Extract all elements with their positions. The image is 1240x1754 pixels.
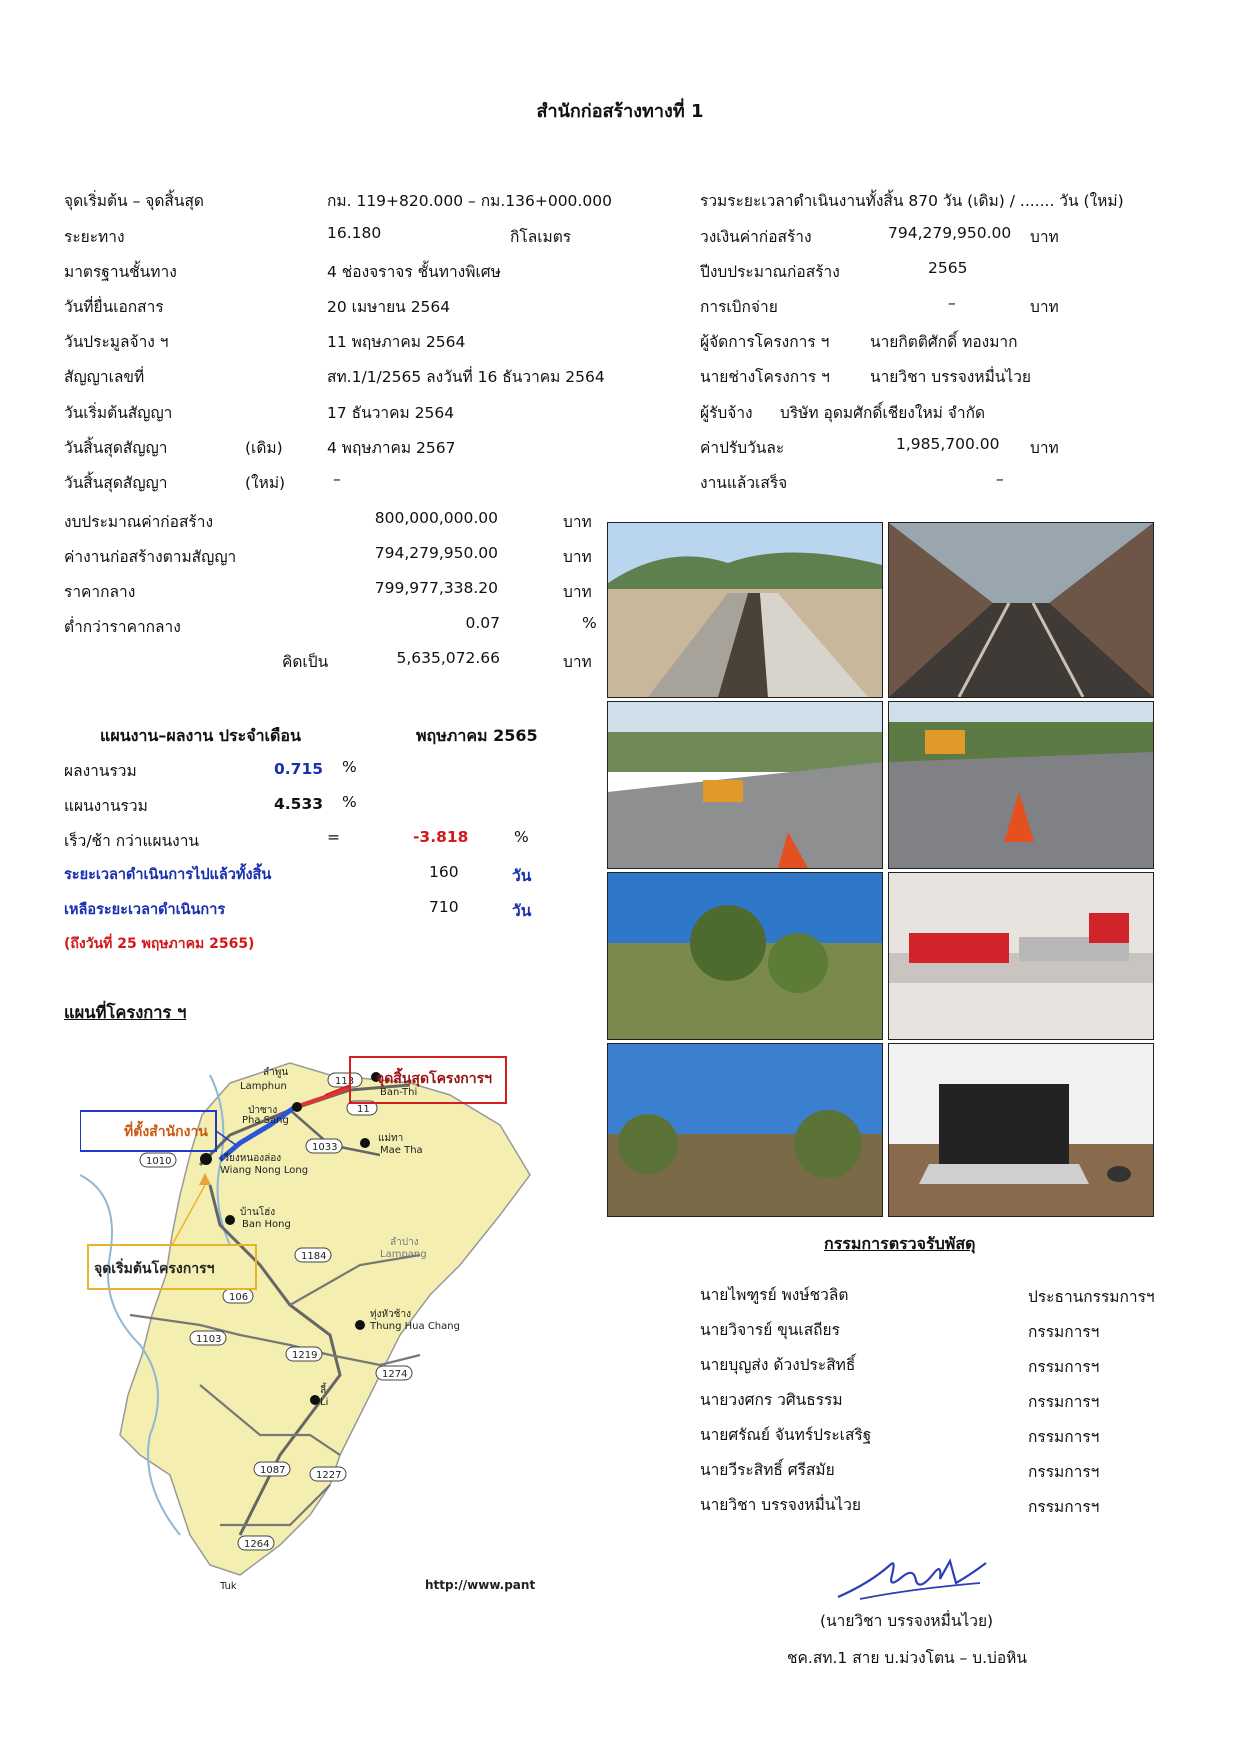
contractor-label: ผู้รับจ้าง [700,404,753,422]
distance-label: ระยะทาง [64,228,125,246]
committee-member-name: นายไพฑูรย์ พงษ์ชวลิต [700,1286,849,1304]
actual-value: 0.715 [274,760,324,778]
road-label-1227: 1227 [316,1470,342,1481]
committee-member-role: กรรมการฯ [1028,1498,1100,1516]
finance-contract-unit: บาท [563,548,592,566]
finance-equals-label: คิดเป็น [282,653,329,671]
road-label-1087: 1087 [260,1465,286,1476]
signature-scribble [830,1553,990,1605]
contract-no-label: สัญญาเลขที่ [64,368,145,386]
photo-vegetation-2 [607,1043,883,1217]
submit-date-value: 20 เมษายน 2564 [327,298,451,316]
finance-contract-label: ค่างานก่อสร้างตามสัญญา [64,548,237,566]
start-callout-label: จุดเริ่มต้นโครงการฯ [94,1261,215,1277]
contract-end-old-tag: (เดิม) [245,439,283,457]
distance-unit: กิโลเมตร [510,228,572,246]
signature-position: ชค.สท.1 สาย บ.ม่วงโตน – บ.บ่อหิน [787,1649,1027,1667]
diff-value: -3.818 [413,828,469,846]
start-end-label: จุดเริ่มต้น – จุดสิ้นสุด [64,192,204,210]
town-banthi-en: Ban-Thi [380,1087,418,1098]
actual-pct: % [342,758,357,776]
disburse-unit: บาท [1030,298,1059,316]
committee-member-role: กรรมการฯ [1028,1358,1100,1376]
completed-value: – [996,470,1004,488]
committee-member-name: นายวีระสิทธิ์ ศรีสมัย [700,1461,835,1479]
finance-median-unit: บาท [563,583,592,601]
signature-name: (นายวิชา บรรจงหมื่นไวย) [820,1612,994,1630]
town-dot [310,1395,320,1405]
town-tuk: Tuk [220,1581,237,1592]
progress-heading: แผนงาน–ผลงาน ประจำเดือน [100,726,301,745]
town-li-th: ลี้ [320,1385,327,1396]
road-label-11: 11 [357,1104,370,1115]
town-dot [292,1102,302,1112]
road-label-1274: 1274 [382,1369,408,1380]
diff-eq: = [327,828,340,846]
page-title: สำนักก่อสร้างทางที่ 1 [536,101,704,122]
finance-median-value: 799,977,338.20 [374,579,498,597]
disburse-value: – [948,294,956,312]
photo-vegetation-1 [607,872,883,1040]
diff-label: เร็ว/ช้า กว่าแผนงาน [64,832,200,850]
finance-contract-value: 794,279,950.00 [374,544,498,562]
elapsed-unit: วัน [512,867,532,885]
town-lampang-th: ลำปาง [390,1237,419,1248]
photo-survey-equipment [888,872,1154,1040]
committee-heading: กรรมการตรวจรับพัสดุ [824,1234,976,1253]
committee-member-name: นายวงศกร วศินธรรม [700,1391,843,1409]
finance-below-label: ต่ำกว่าราคากลาง [64,618,181,636]
finance-budget-label: งบประมาณค่าก่อสร้าง [64,513,214,531]
contract-end-new-tag: (ใหม่) [245,474,286,492]
town-dot [225,1215,235,1225]
budget-label: วงเงินค่าก่อสร้าง [700,228,812,246]
photo-road-cones-2 [888,701,1154,869]
fine-unit: บาท [1030,439,1059,457]
town-lamphun-en: Lamphun [240,1081,287,1092]
engineer-label: นายช่างโครงการ ฯ [700,368,830,386]
town-dot [200,1153,212,1165]
town-banhong-en: Ban Hong [242,1219,291,1230]
standard-value: 4 ช่องจราจร ชั้นทางพิเศษ [327,263,501,281]
fine-value: 1,985,700.00 [896,435,1000,453]
budget-value: 794,279,950.00 [888,224,1012,242]
bid-date-label: วันประมูลจ้าง ฯ [64,333,169,351]
plan-label: แผนงานรวม [64,797,148,815]
road-label-113: 113 [335,1076,355,1087]
town-wnl-th: เวียงหนองล่อง [220,1153,282,1164]
total-duration: รวมระยะเวลาดำเนินงานทั้งสิ้น 870 วัน (เดิม) / ....... วัน (ใหม่) [700,192,1124,210]
town-pasang-th: ป่าซาง [248,1105,278,1116]
town-thc-th: ทุ่งหัวช้าง [370,1309,411,1320]
committee-member-role: ประธานกรรมการฯ [1028,1288,1155,1306]
submit-date-label: วันที่ยื่นเอกสาร [64,298,164,316]
plan-pct: % [342,793,357,811]
committee-member-name: นายบุญส่ง ด้วงประสิทธิ์ [700,1356,856,1374]
finance-equals-value: 5,635,072.66 [396,649,500,667]
finance-budget-unit: บาท [563,513,592,531]
committee-member-name: นายวิชา บรรจงหมื่นไวย [700,1496,861,1514]
progress-month: พฤษภาคม 2565 [416,726,538,745]
town-lampang-en: Lampang [380,1249,427,1260]
finance-median-label: ราคากลาง [64,583,136,601]
contract-end-new-value: – [333,470,341,488]
road-label-1184: 1184 [301,1251,327,1262]
road-label-1010: 1010 [146,1156,172,1167]
start-end-value: กม. 119+820.000 – กม.136+000.000 [327,192,612,210]
end-callout-label: จุดสิ้นสุดโครงการฯ [376,1071,493,1087]
manager-label: ผู้จัดการโครงการ ฯ [700,333,830,351]
committee-member-role: กรรมการฯ [1028,1323,1100,1341]
bid-date-value: 11 พฤษภาคม 2564 [327,333,466,351]
photo-laptop-office [888,1043,1154,1217]
finance-below-unit: % [582,614,597,632]
committee-member-name: นายวิจารย์ ขุนเสถียร [700,1321,840,1339]
town-wnl-en: Wiang Nong Long [220,1165,309,1176]
fiscal-value: 2565 [928,259,968,277]
photo-road-cones-1 [607,701,883,869]
contract-no-value: สท.1/1/2565 ลงวันที่ 16 ธันวาคม 2564 [327,368,605,386]
town-pasang-en: Pha Sang [242,1115,289,1126]
fiscal-label: ปีงบประมาณก่อสร้าง [700,263,840,281]
road-label-1219: 1219 [292,1350,318,1361]
fine-label: ค่าปรับวันละ [700,439,785,457]
town-dot [355,1320,365,1330]
town-banhong-th: บ้านโฮ่ง [240,1207,276,1218]
contract-end-new-label: วันสิ้นสุดสัญญา [64,474,168,492]
town-dot [360,1138,370,1148]
committee-member-name: นายศรัณย์ จันทร์ประเสริฐ [700,1426,872,1444]
road-label-1033: 1033 [312,1142,338,1153]
road-label-1103: 1103 [196,1334,222,1345]
as-of-date: (ถึงวันที่ 25 พฤษภาคม 2565) [64,936,255,952]
contract-end-old-value: 4 พฤษภาคม 2567 [327,439,456,457]
town-maetha-th: แม่ทา [378,1133,404,1144]
completed-label: งานแล้วเสร็จ [700,474,788,492]
committee-member-role: กรรมการฯ [1028,1393,1100,1411]
town-lamphun-th: ลำพูน [263,1067,289,1078]
town-maetha-en: Mae Tha [380,1145,423,1156]
plan-value: 4.533 [274,795,324,813]
remain-label: เหลือระยะเวลาดำเนินการ [64,902,226,918]
distance-value: 16.180 [327,224,382,242]
contract-start-label: วันเริ่มต้นสัญญา [64,404,173,422]
contractor-value: บริษัท อุดมศักดิ์เชียงใหม่ จำกัด [780,404,986,422]
engineer-value: นายวิชา บรรจงหมื่นไวย [870,368,1031,386]
elapsed-value: 160 [429,863,459,881]
budget-unit: บาท [1030,228,1059,246]
manager-value: นายกิตติศักดิ์ ทองมาก [870,333,1018,351]
map-watermark: http://www.pant [425,1578,536,1592]
project-map [80,1055,606,1595]
remain-unit: วัน [512,902,532,920]
map-heading: แผนที่โครงการ ฯ [64,1003,187,1022]
road-label-106: 106 [229,1292,249,1303]
finance-budget-value: 800,000,000.00 [374,509,498,527]
town-thc-en: Thung Hua Chang [370,1321,460,1332]
diff-pct: % [514,828,529,846]
contract-end-old-label: วันสิ้นสุดสัญญา [64,439,168,457]
photo-site-channel [607,522,883,698]
photo-rebar-trench [888,522,1154,698]
office-callout-label: ที่ตั้งสำนักงาน [124,1124,208,1140]
actual-label: ผลงานรวม [64,762,137,780]
road-label-1264: 1264 [244,1539,270,1550]
remain-value: 710 [429,898,459,916]
standard-label: มาตรฐานชั้นทาง [64,263,177,281]
finance-equals-unit: บาท [563,653,592,671]
finance-below-value: 0.07 [465,614,500,632]
committee-member-role: กรรมการฯ [1028,1463,1100,1481]
disburse-label: การเบิกจ่าย [700,298,778,316]
elapsed-label: ระยะเวลาดำเนินการไปแล้วทั้งสิ้น [64,867,272,883]
contract-start-value: 17 ธันวาคม 2564 [327,404,455,422]
town-li-en: Li [320,1397,329,1408]
committee-member-role: กรรมการฯ [1028,1428,1100,1446]
